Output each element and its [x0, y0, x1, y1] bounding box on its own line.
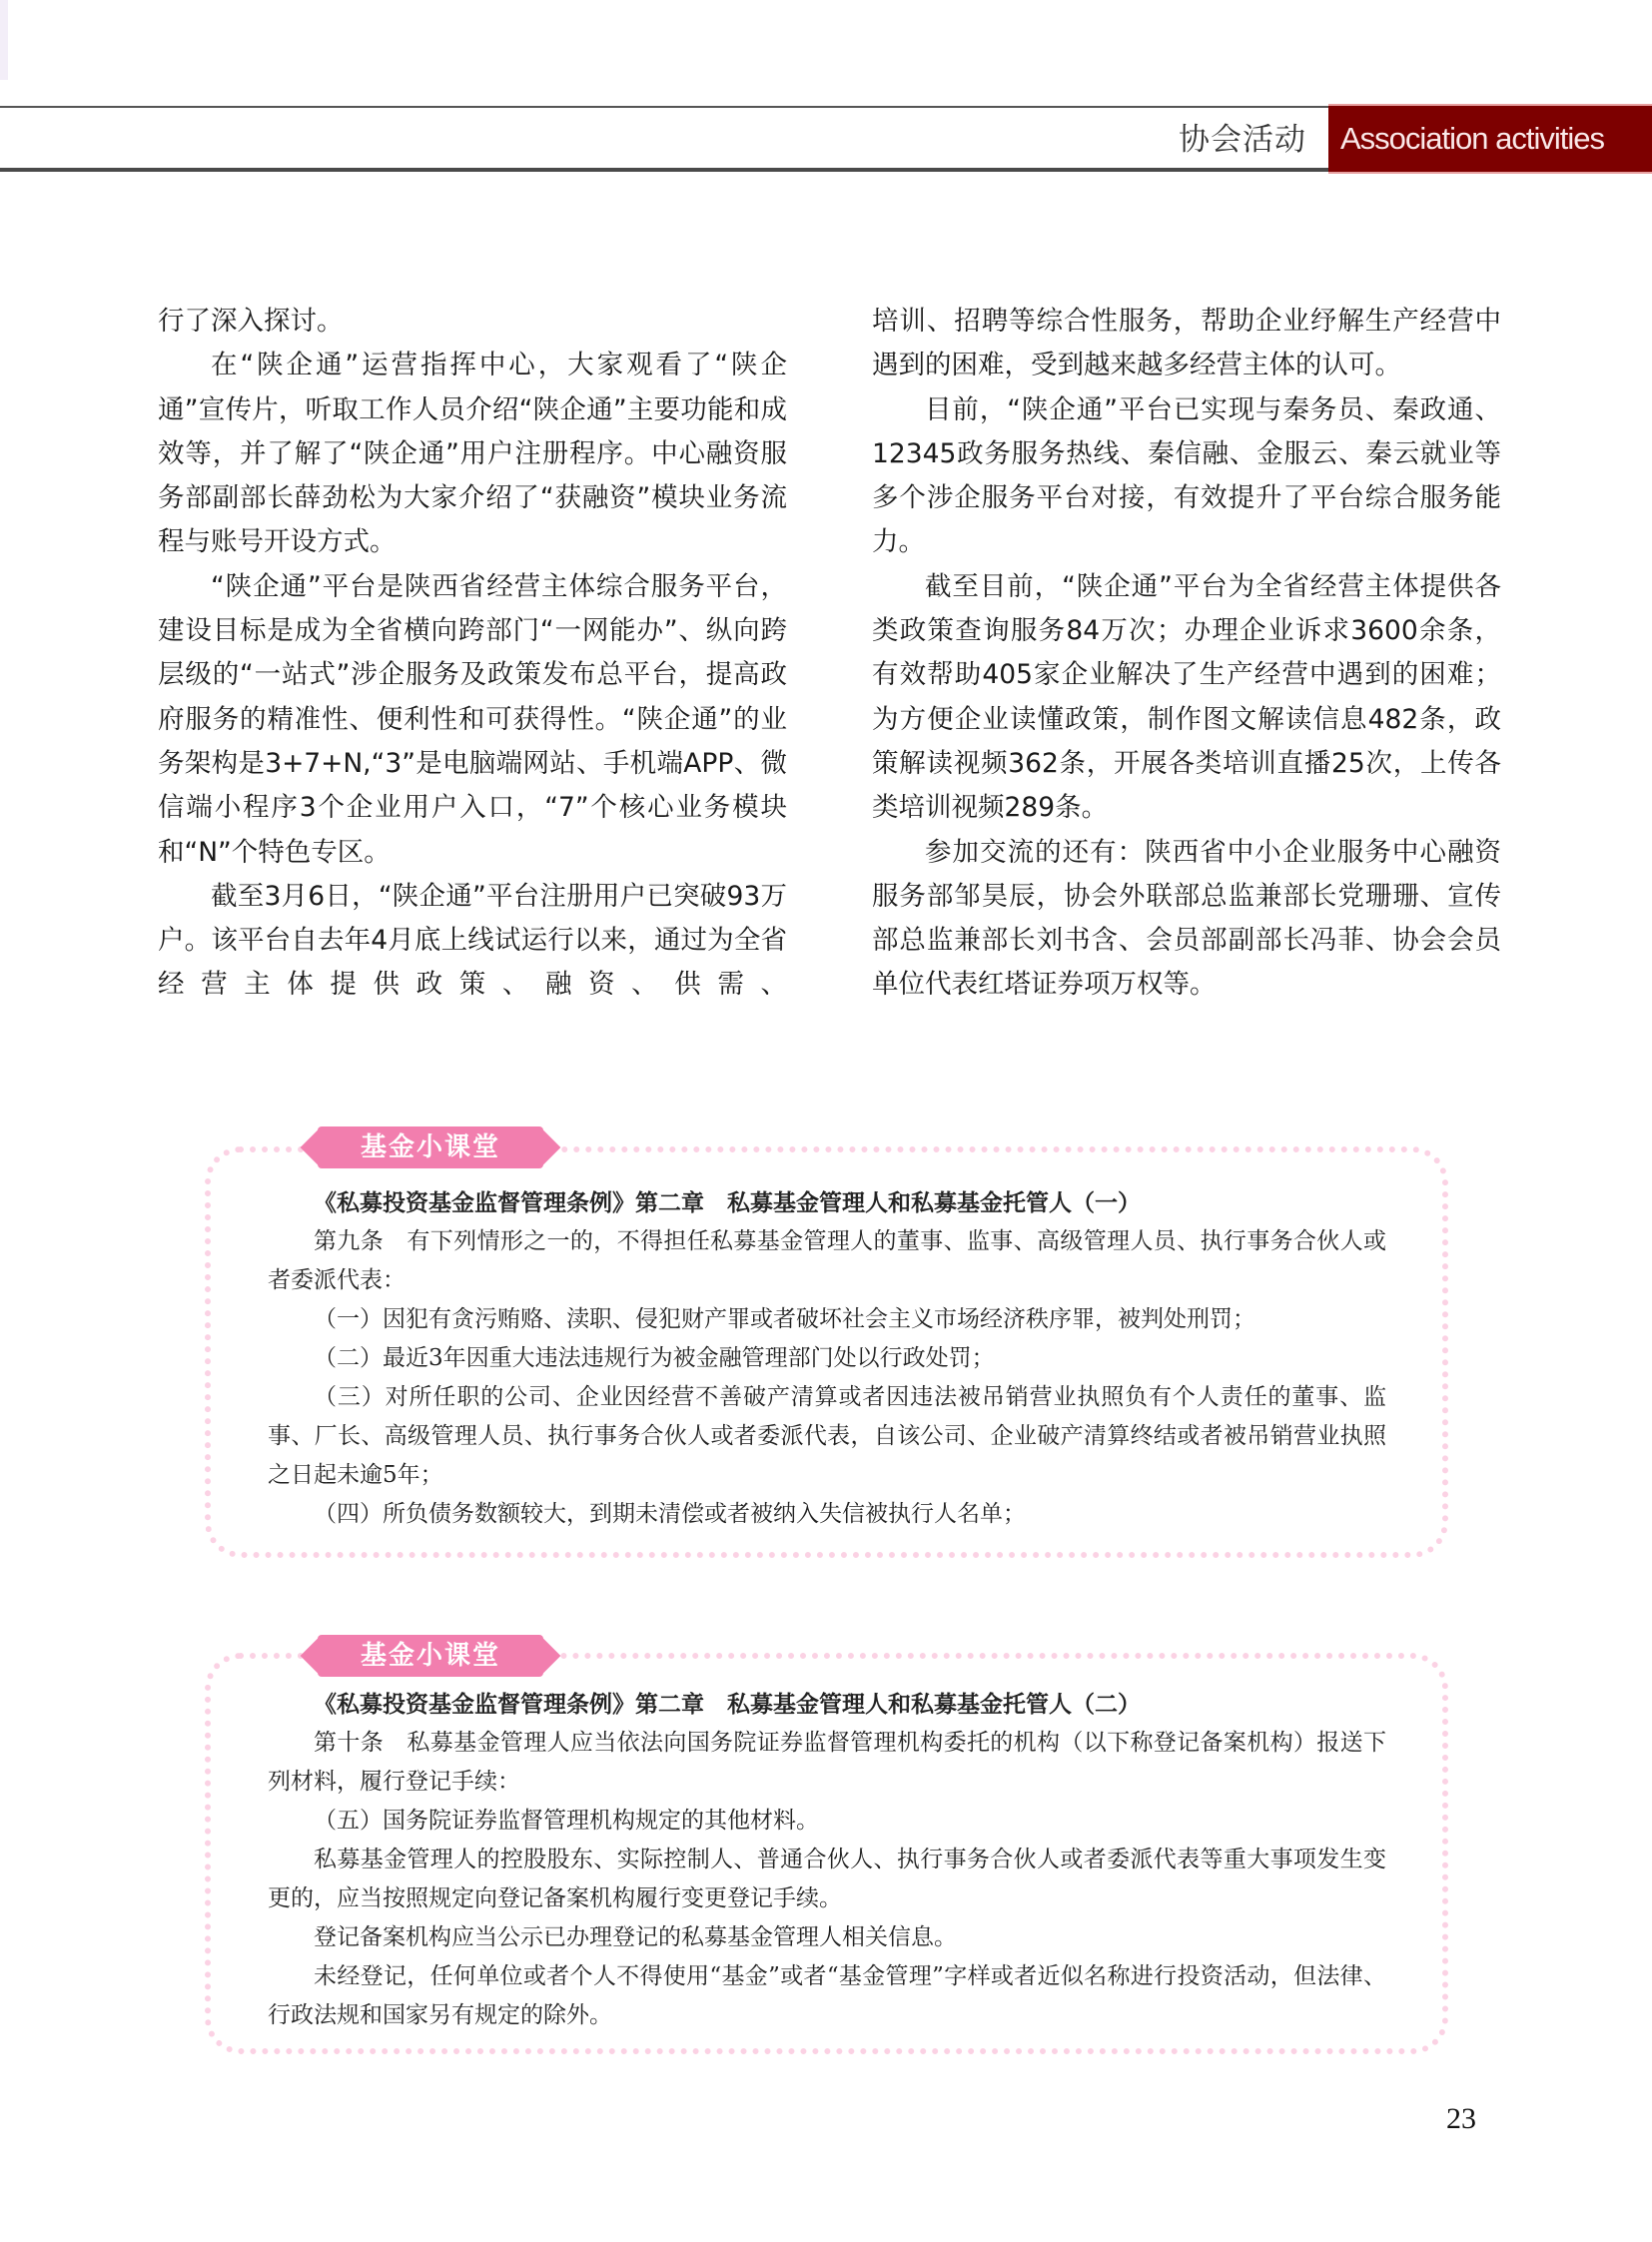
page-edge-shade	[0, 0, 8, 80]
section-title-cn: 协会活动	[1179, 122, 1306, 158]
article-paragraph: 参加交流的还有：陕西省中小企业服务中心融资服务部邹昊辰，协会外联部总监兼部长党珊珊、宣传部总监兼部长刘书含、会员部副部长冯菲、协会会员单位代表红塔证券项万权等。	[872, 836, 1501, 1001]
lesson-badge-2: 基金小课堂	[318, 1635, 543, 1677]
lesson-paragraph: （五）国务院证券监督管理机构规定的其他材料。	[314, 1808, 819, 1834]
section-title-en: Association activities	[1328, 106, 1652, 172]
lesson-paragraph: （一）因犯有贪污贿赂、渎职、侵犯财产罪或者破坏社会主义市场经济秩序罪，被判处刑罚；	[314, 1306, 1255, 1332]
article-paragraph: 截至目前，“陕企通”平台为全省经营主体提供各类政策查询服务84万次；办理企业诉求3600余条，有效帮助405家企业解决了生产经营中遇到的困难；为方便企业读懂政策，制作图文解读信息482条，政策解读视频362条，开展各类培训直播25次，上传各类培训视频289条。	[872, 570, 1501, 824]
page-number: 23	[1446, 2102, 1476, 2135]
lesson-paragraph: （四）所负债务数额较大，到期未清偿或者被纳入失信被执行人名单；	[314, 1501, 1026, 1527]
lesson-badge-1: 基金小课堂	[318, 1126, 543, 1168]
article-paragraph: 截至3月6日，“陕企通”平台注册用户已突破93万户。该平台自去年4月底上线试运行以来，通过为全省经营主体提供政策、融资、供需、	[158, 880, 787, 1001]
article-right-column	[872, 300, 1501, 1008]
lesson-paragraph: 私募基金管理人的控股股东、实际控制人、普通合伙人、执行事务合伙人或者委派代表等重大事项发生变更的，应当按照规定向登记备案机构履行变更登记手续。	[268, 1847, 1386, 1911]
lesson-paragraph: 未经登记，任何单位或者个人不得使用“基金”或者“基金管理”字样或者近似名称进行投资活动，但法律、行政法规和国家另有规定的除外。	[268, 1963, 1386, 2028]
lesson-paragraph: （三）对所任职的公司、企业因经营不善破产清算或者因违法被吊销营业执照负有个人责任的董事、监事、厂长、高级管理人员、执行事务合伙人或者委派代表，自该公司、企业破产清算终结或者被吊销营业执照之日起未逾5年；	[268, 1384, 1386, 1488]
header-top-rule	[0, 106, 1328, 108]
lesson-title: 《私募投资基金监督管理条例》第二章 私募基金管理人和私募基金托管人（二）	[314, 1691, 1141, 1718]
lesson-paragraph: （二）最近3年因重大违法违规行为被金融管理部门处以行政处罚；	[314, 1345, 995, 1371]
article-paragraph: 在“陕企通”运营指挥中心，大家观看了“陕企通”宣传片，听取工作人员介绍“陕企通”主要功能和成效等，并了解了“陕企通”用户注册程序。中心融资服务部副部长薛劲松为大家介绍了“获融资”模块业务流程与账号开设方式。	[158, 350, 787, 558]
lesson-content-1	[268, 1183, 1386, 1534]
lesson-paragraph: 第九条 有下列情形之一的，不得担任私募基金管理人的董事、监事、高级管理人员、执行事务合伙人或者委派代表：	[268, 1228, 1386, 1293]
article-paragraph: “陕企通”平台是陕西省经营主体综合服务平台，建设目标是成为全省横向跨部门“一网能办”、纵向跨层级的“一站式”涉企服务及政策发布总平台，提高政府服务的精准性、便利性和可获得性。“陕企通”的业务架构是3+7+N,“3”是电脑端网站、手机端APP、微信端小程序3个企业用户入口，“7”个核心业务模块和“N”个特色专区。	[158, 570, 787, 868]
lesson-content-2	[268, 1685, 1386, 2035]
article-paragraph: 目前，“陕企通”平台已实现与秦务员、秦政通、12345政务服务热线、秦信融、金服云、秦云就业等多个涉企服务平台对接，有效提升了平台综合服务能力。	[872, 393, 1501, 558]
lesson-title: 《私募投资基金监督管理条例》第二章 私募基金管理人和私募基金托管人（一）	[314, 1189, 1141, 1216]
article-paragraph: 行了深入探讨。	[158, 306, 344, 337]
header-bottom-rule	[0, 168, 1328, 172]
lesson-paragraph: 登记备案机构应当公示已办理登记的私募基金管理人相关信息。	[314, 1924, 957, 1950]
article-left-column	[158, 300, 787, 1008]
article-paragraph: 培训、招聘等综合性服务，帮助企业纾解生产经营中遇到的困难，受到越来越多经营主体的认可。	[872, 306, 1501, 381]
lesson-paragraph: 第十条 私募基金管理人应当依法向国务院证券监督管理机构委托的机构（以下称登记备案机构）报送下列材料，履行登记手续：	[268, 1730, 1386, 1795]
